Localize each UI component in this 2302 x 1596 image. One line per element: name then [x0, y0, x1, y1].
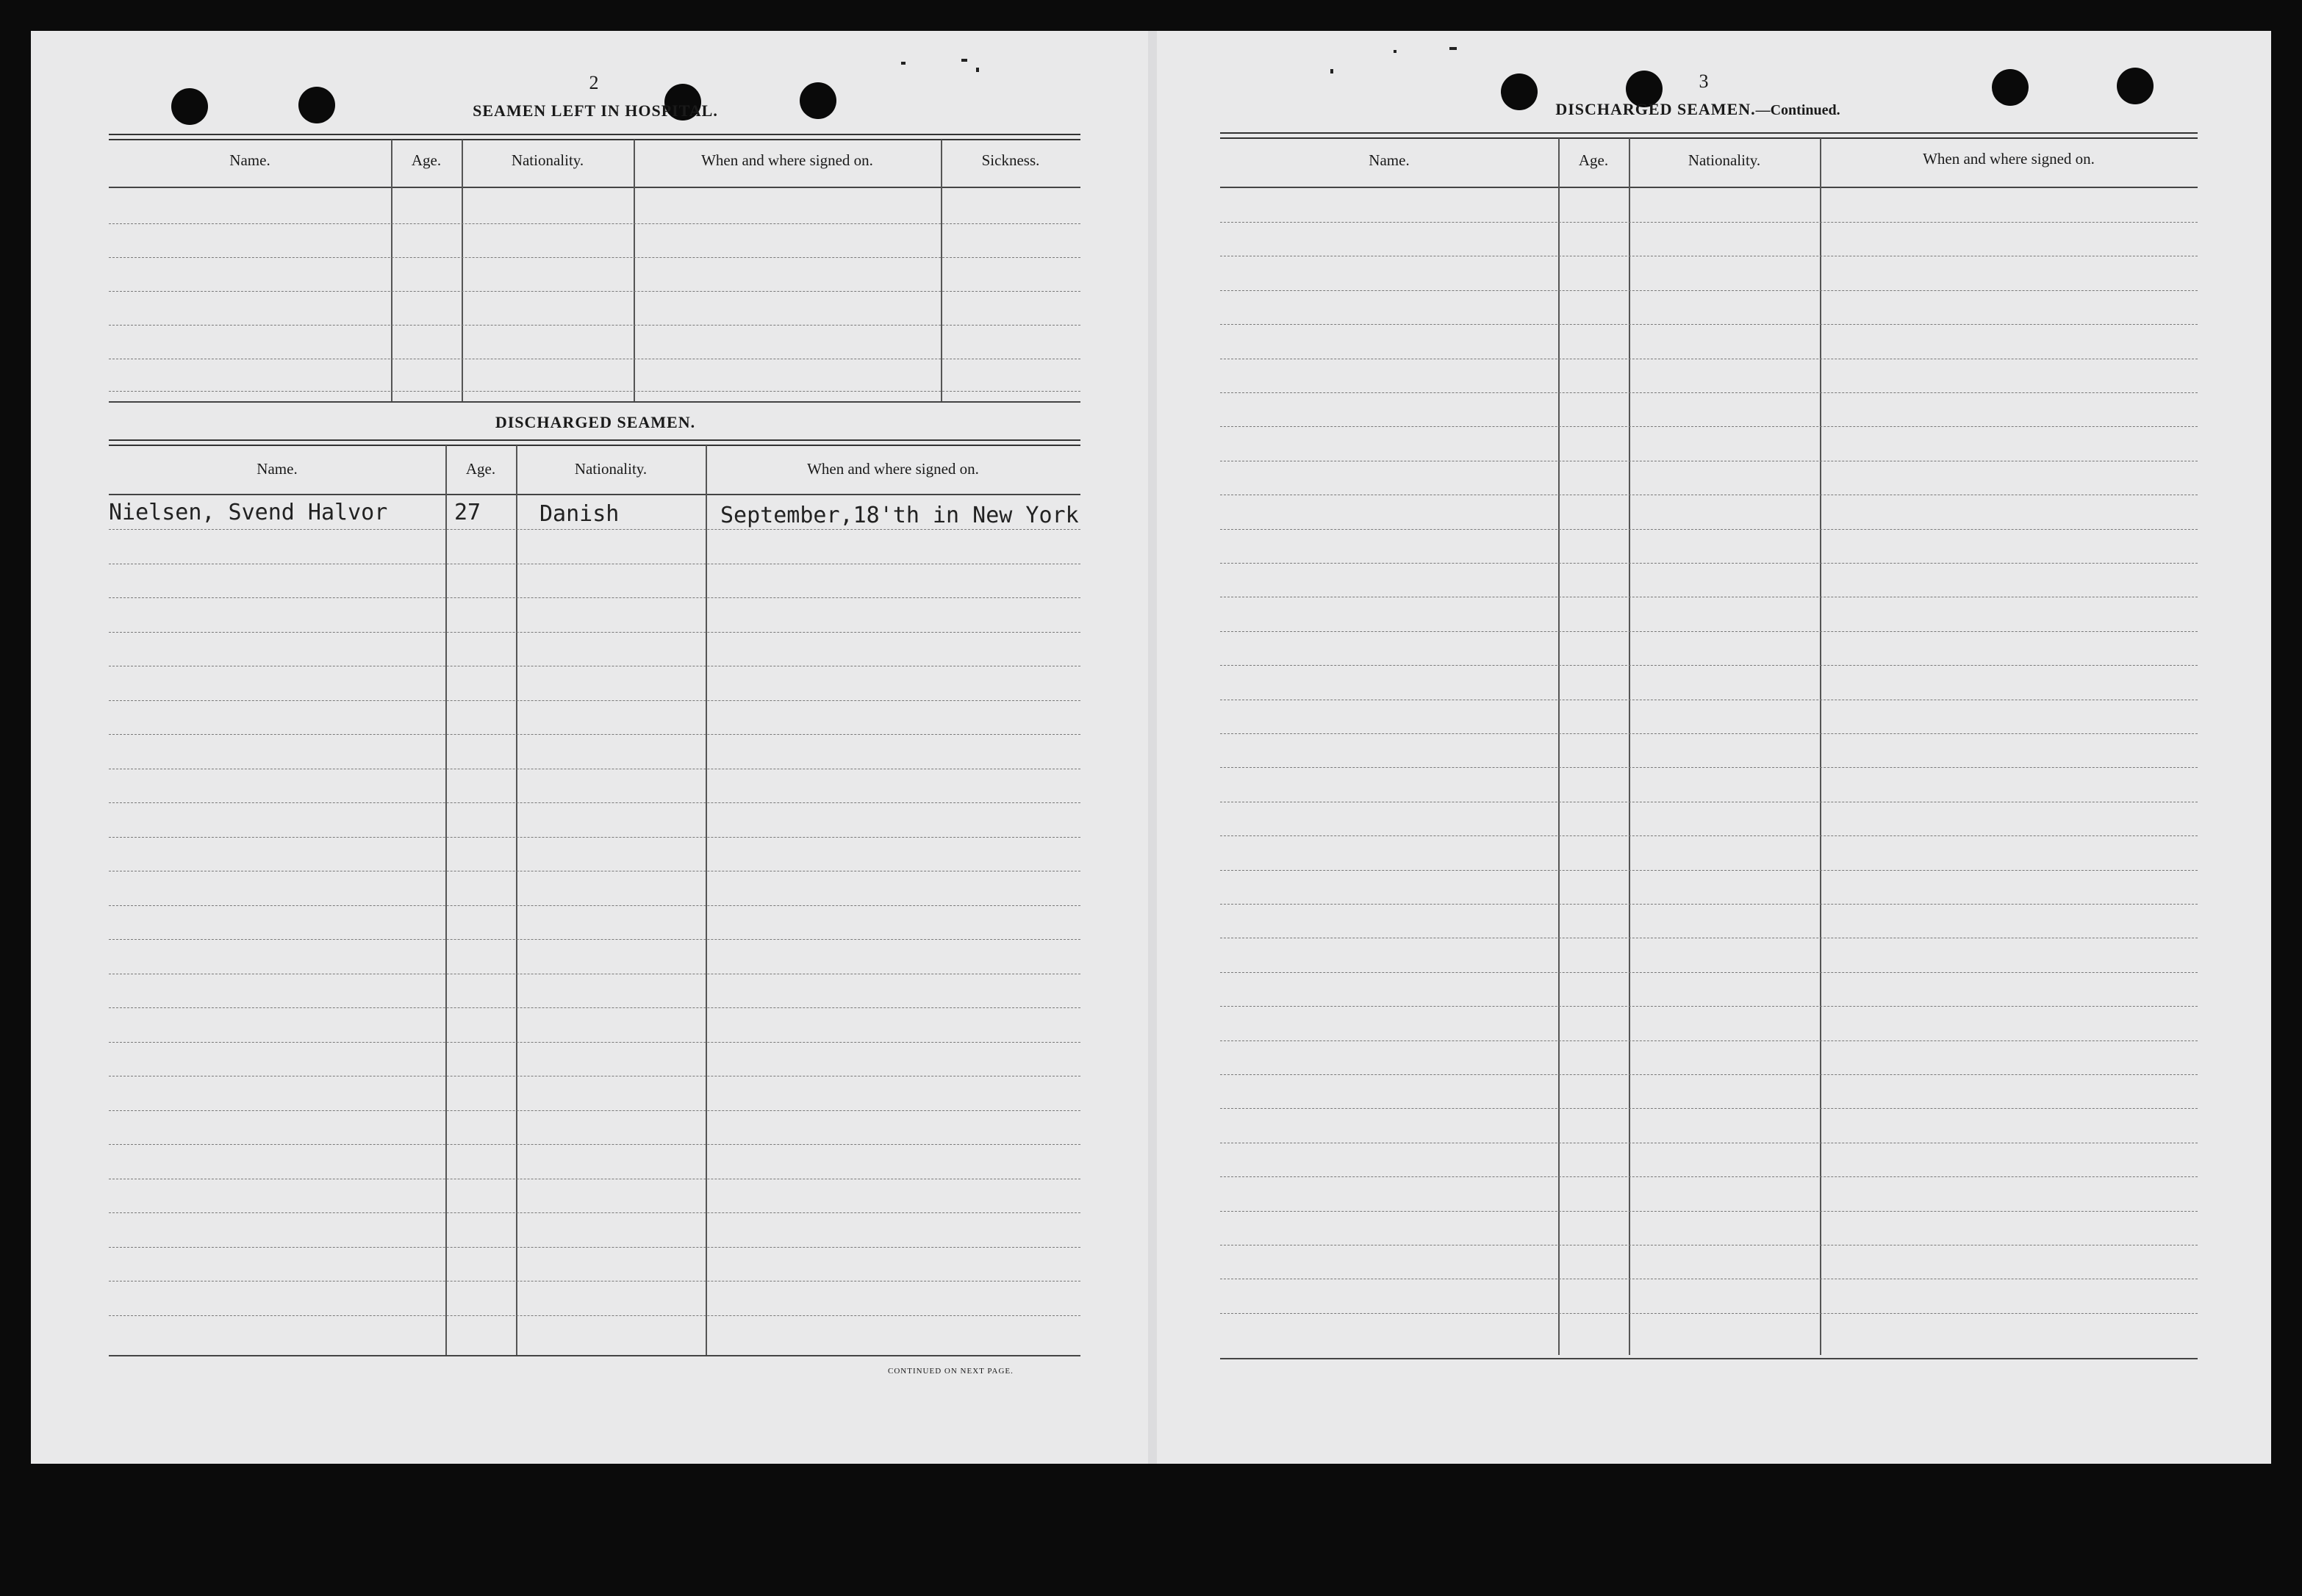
row-line	[1220, 835, 2198, 836]
title-suffix: —Continued.	[1755, 102, 1840, 118]
table-bottom-rule	[109, 401, 1080, 403]
ink-speck	[1449, 47, 1457, 50]
ink-speck	[1394, 50, 1396, 53]
column-divider	[1558, 138, 1560, 1355]
punch-hole	[171, 88, 208, 125]
punch-hole	[2117, 68, 2154, 104]
column-header-age: Age.	[465, 460, 496, 478]
row-line	[1220, 1176, 2198, 1177]
row-line	[1220, 1108, 2198, 1109]
row-line	[109, 802, 1080, 803]
punch-hole	[800, 82, 836, 119]
row-line	[109, 1315, 1080, 1316]
row-line	[1220, 870, 2198, 871]
row-line	[1220, 392, 2198, 393]
row-line	[1220, 324, 2198, 325]
column-divider	[706, 445, 707, 1355]
column-header-signed-on: When and where signed on.	[1923, 150, 2095, 168]
discharged-continued-table	[1220, 132, 2198, 1361]
header-rule	[109, 187, 1080, 188]
row-line	[109, 391, 1080, 392]
column-header-sickness: Sickness.	[981, 151, 1040, 169]
row-line	[1220, 1006, 2198, 1007]
row-line	[109, 597, 1080, 598]
seaman-nationality: Danish	[539, 501, 620, 527]
row-line	[109, 939, 1080, 940]
column-header-nationality: Nationality.	[1688, 151, 1761, 169]
row-line	[109, 632, 1080, 633]
table-bottom-rule	[109, 1355, 1080, 1356]
row-line	[1220, 290, 2198, 291]
punch-hole	[1992, 69, 2029, 106]
column-header-name: Name.	[1369, 151, 1410, 169]
row-line	[109, 1007, 1080, 1008]
column-divider	[1820, 138, 1821, 1355]
row-line	[1220, 767, 2198, 768]
row-line	[1220, 972, 2198, 973]
table-top-rule	[109, 439, 1080, 446]
row-line	[109, 223, 1080, 224]
column-header-name: Name.	[229, 151, 270, 169]
row-line	[109, 837, 1080, 838]
header-rule	[1220, 187, 2198, 188]
row-line	[109, 257, 1080, 258]
column-divider	[634, 140, 635, 403]
ink-speck	[1330, 69, 1333, 73]
table-top-rule	[109, 134, 1080, 140]
row-line	[1220, 904, 2198, 905]
row-line	[1220, 733, 2198, 734]
ink-speck	[901, 62, 906, 65]
page-number: 2	[589, 72, 599, 93]
row-line	[109, 1212, 1080, 1213]
column-header-name: Name.	[257, 460, 298, 478]
discharged-table	[109, 439, 1080, 1359]
continued-note: CONTINUED ON NEXT PAGE.	[888, 1367, 1014, 1376]
row-line	[109, 700, 1080, 701]
row-line	[1220, 1040, 2198, 1041]
page-number: 3	[1699, 71, 1709, 92]
column-header-signed-on: When and where signed on.	[701, 151, 873, 169]
row-line	[1220, 222, 2198, 223]
punch-hole	[298, 87, 335, 123]
row-line	[1220, 631, 2198, 632]
ink-speck	[976, 68, 979, 72]
column-divider	[941, 140, 942, 403]
column-divider	[516, 445, 517, 1355]
section-title-discharged: DISCHARGED SEAMEN.	[495, 413, 696, 431]
row-line	[1220, 1313, 2198, 1314]
row-line	[109, 1144, 1080, 1145]
column-header-age: Age.	[411, 151, 442, 169]
column-header-age: Age.	[1578, 151, 1609, 169]
title-main: DISCHARGED SEAMEN.	[1555, 100, 1756, 118]
table-bottom-rule	[1220, 1358, 2198, 1359]
hospital-table	[109, 134, 1080, 403]
column-header-signed-on: When and where signed on.	[807, 460, 979, 478]
seaman-signed-on: September,18'th in New York	[720, 503, 1079, 528]
row-line	[109, 1042, 1080, 1043]
column-divider	[462, 140, 463, 403]
page-gutter	[1148, 31, 1157, 1464]
row-line	[109, 529, 1080, 530]
row-line	[109, 1281, 1080, 1282]
column-divider	[1629, 138, 1630, 1355]
column-divider	[391, 140, 392, 403]
column-divider	[445, 445, 447, 1355]
seaman-name: Nielsen, Svend Halvor	[109, 500, 388, 525]
row-line	[109, 1247, 1080, 1248]
row-line	[1220, 426, 2198, 427]
header-rule	[109, 494, 1080, 495]
row-line	[1220, 529, 2198, 530]
row-line	[109, 1110, 1080, 1111]
row-line	[1220, 1211, 2198, 1212]
section-title-discharged-continued	[1514, 100, 1882, 119]
row-line	[109, 325, 1080, 326]
row-line	[1220, 665, 2198, 666]
section-title-hospital: SEAMEN LEFT IN HOSPITAL.	[473, 101, 718, 120]
ink-speck	[961, 59, 967, 62]
row-line	[1220, 1074, 2198, 1075]
table-top-rule	[1220, 132, 2198, 139]
column-header-nationality: Nationality.	[574, 460, 648, 478]
seaman-age: 27	[454, 500, 481, 525]
row-line	[109, 905, 1080, 906]
row-line	[109, 734, 1080, 735]
row-line	[109, 291, 1080, 292]
column-header-nationality: Nationality.	[511, 151, 584, 169]
row-line	[1220, 563, 2198, 564]
